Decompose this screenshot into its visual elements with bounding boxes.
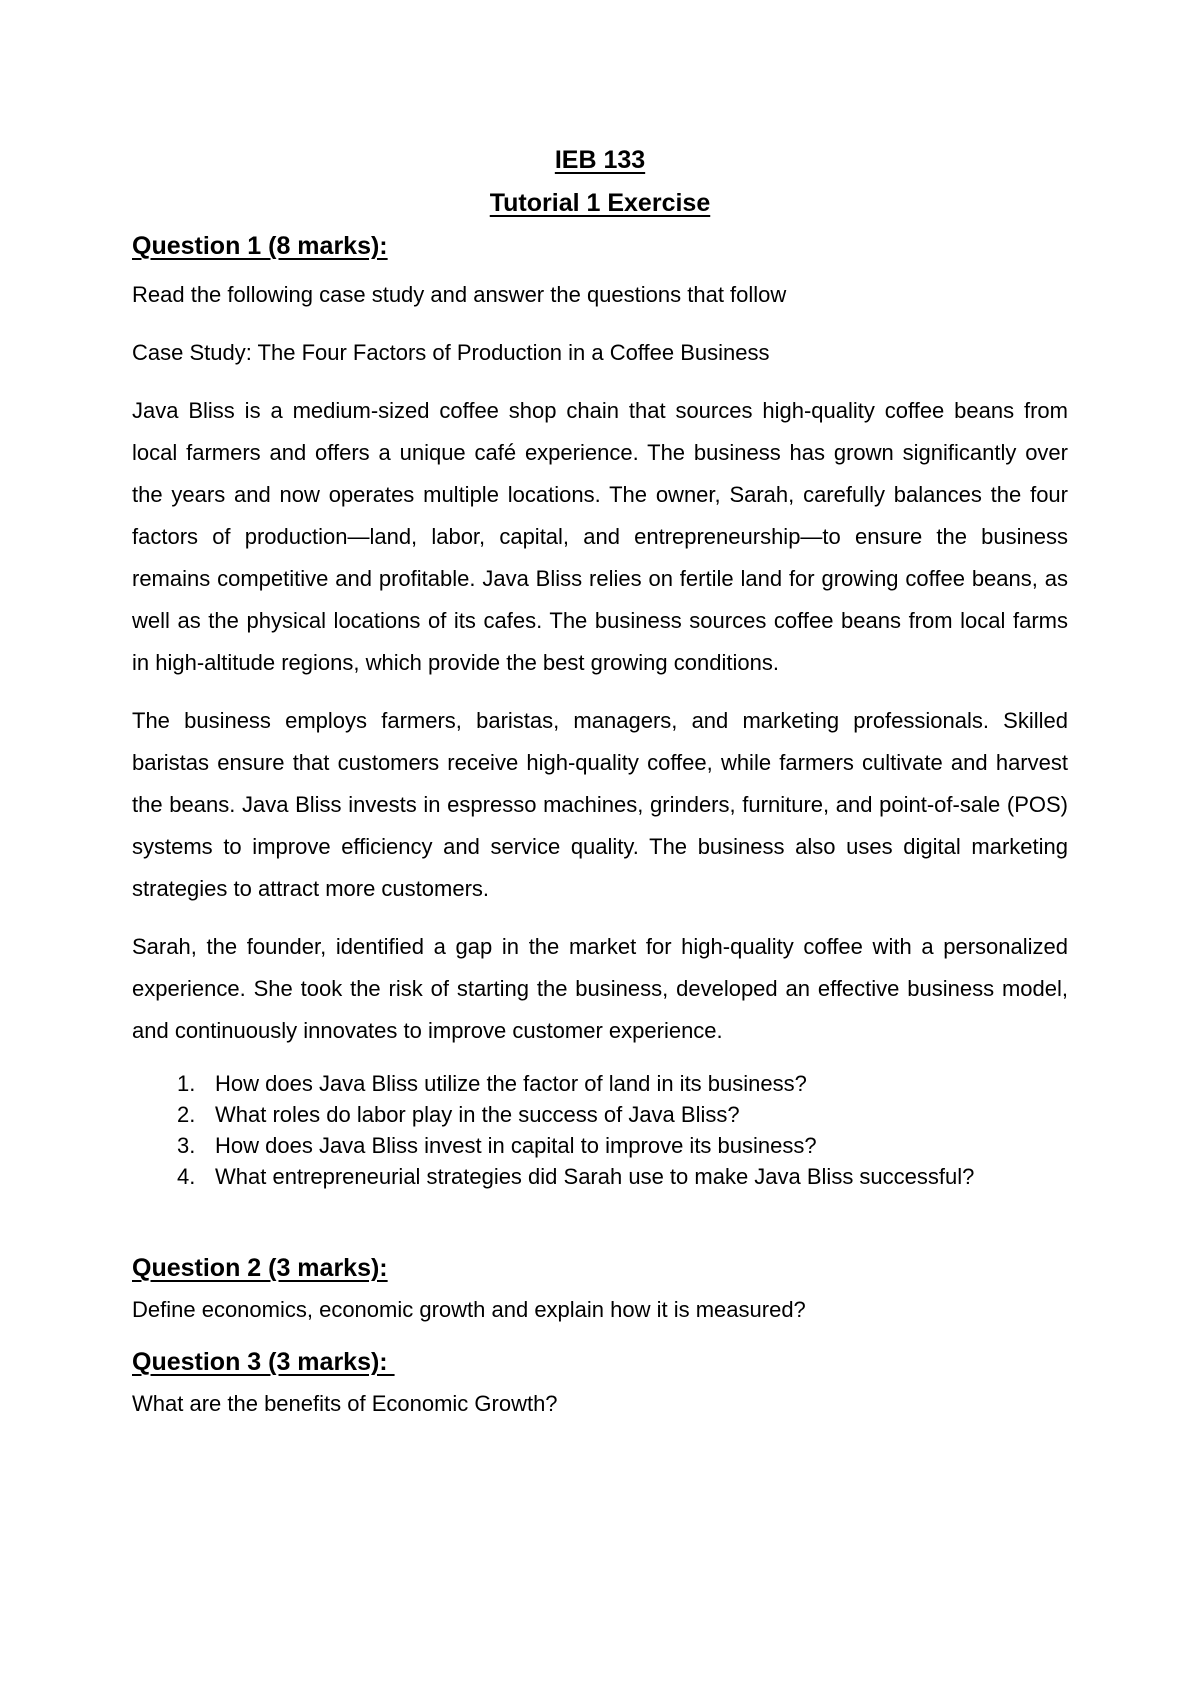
list-item-text: What entrepreneurial strategies did Sarah use to make Java Bliss successful? [215,1164,975,1189]
question3-text: What are the benefits of Economic Growth? [132,1391,558,1416]
list-item-text: What roles do labor play in the success of Java Bliss? [215,1102,740,1127]
list-item-number: 4. [177,1164,196,1189]
question1-heading: Question 1 (8 marks): [132,232,388,260]
list-item [132,1099,1068,1130]
case-study-paragraph-1: Java Bliss is a medium-sized coffee shop chain that sources high-quality coffee beans from local farmers and offers a unique café experience. The business has grown significantly over the years and now operates multiple locations. The owner, Sarah, carefully balances the four factors of production—land, labor, capital, and entrepreneurship—to ensure the business remains competitive and profitable. Java Bliss relies on fertile land for growing coffee beans, as well as the physical locations of its cafes. The business sources coffee beans from local farms in high-altitude regions, which provide the best growing conditions. [132,398,1068,675]
question2-heading: Question 2 (3 marks): [132,1254,388,1282]
question1-section [132,231,1068,1192]
list-item-number: 1. [177,1071,196,1096]
list-item-text: How does Java Bliss invest in capital to improve its business? [215,1133,817,1158]
list-item [132,1068,1068,1099]
course-code-title: IEB 133 [554,146,646,174]
list-item-text: How does Java Bliss utilize the factor of land in its business? [215,1071,807,1096]
list-item-number: 3. [177,1133,196,1158]
case-study-paragraph-2: The business employs farmers, baristas, managers, and marketing professionals. Skilled baristas ensure that customers receive high-quality coffee, while farmers cultivate and harvest the beans. Java Bliss invests in espresso machines, grinders, furniture, and point-of-sale (POS) systems to improve efficiency and service quality. The business also uses digital marketing strategies to attract more customers. [132,708,1068,901]
question3-heading: Question 3 (3 marks): [132,1348,395,1376]
tutorial-title: Tutorial 1 Exercise [489,189,711,217]
question1-instruction: Read the following case study and answer the questions that follow [132,282,787,307]
question2-text: Define economics, economic growth and explain how it is measured? [132,1297,806,1322]
question3-section [132,1347,1068,1425]
question1-sub-question-list [132,1068,1068,1192]
list-item-number: 2. [177,1102,196,1127]
list-item [132,1130,1068,1161]
case-study-paragraph-3: Sarah, the founder, identified a gap in the market for high-quality coffee with a personalized experience. She took the risk of starting the business, developed an effective business model, and continuously innovates to improve customer experience. [132,934,1068,1043]
question2-section [132,1253,1068,1331]
list-item [132,1161,1068,1192]
case-study-title: Case Study: The Four Factors of Production in a Coffee Business [132,340,770,365]
